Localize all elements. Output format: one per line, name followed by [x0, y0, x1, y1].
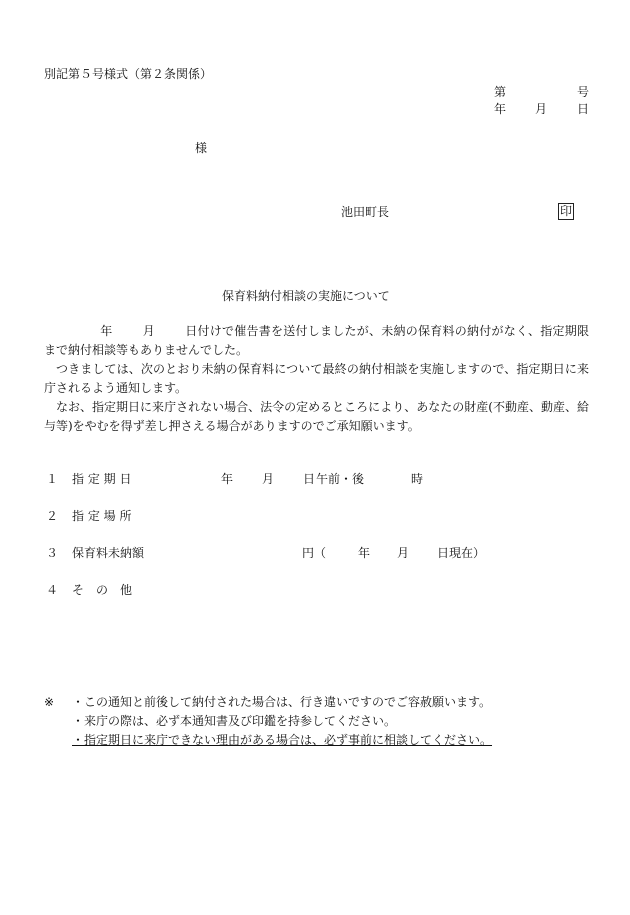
document-title: 保育料納付相談の実施について [222, 289, 390, 303]
item-4-number: ４ [46, 583, 59, 597]
item-3-year: 年 [358, 546, 371, 560]
item-3-label: 保育料未納額 [72, 546, 145, 560]
item-3-month: 月 [397, 546, 410, 560]
body-paragraph-1 [44, 322, 589, 360]
item-4-label: そ の 他 [72, 583, 133, 597]
seal-mark [558, 203, 574, 220]
notes-mark: ※ [44, 695, 55, 709]
note-line-2: ・来庁の際は、必ず本通知書及び印鑑を持参してください。 [72, 714, 397, 728]
item-1-label: 指 定 期 日 [72, 472, 132, 486]
form-label: 別記第５号様式（第２条関係） [44, 67, 213, 81]
item-1-year: 年 [221, 472, 234, 486]
p1-month: 月 [142, 324, 155, 338]
item-3-number: ３ [46, 546, 59, 560]
doc-number-prefix: 第 [494, 85, 507, 99]
note-line-1: ・この通知と前後して納付された場合は、行き違いですのでご容赦願います。 [72, 695, 492, 709]
recipient-suffix: 様 [195, 141, 208, 155]
item-1-number: １ [46, 472, 59, 486]
p1-text: 日付けで催告書を送付しましたが、未納の保育料の納付がなく、指定期限まで納付相談等もありませんでした。 [44, 324, 589, 357]
item-1-ampm: 午前・後 [316, 472, 365, 486]
date-day: 日 [577, 102, 590, 116]
item-2-label: 指 定 場 所 [72, 509, 132, 523]
item-3-asof: 日現在） [437, 546, 486, 560]
body-paragraph-3: なお、指定期日に来庁されない場合、法令の定めるところにより、あなたの財産(不動産、動産、給与等)をやむを得ず差し押さえる場合がありますのでご承知願います。 [44, 400, 589, 433]
p1-year: 年 [100, 324, 113, 338]
item-1-month: 月 [262, 472, 275, 486]
item-1-hour: 時 [411, 472, 424, 486]
doc-number-suffix: 号 [577, 85, 590, 99]
date-year: 年 [494, 102, 507, 116]
item-1-day: 日 [303, 472, 316, 486]
issuer: 池田町長 [341, 205, 390, 219]
date-month: 月 [535, 102, 548, 116]
body-paragraph-2: つきましては、次のとおり未納の保育料について最終の納付相談を実施しますので、指定期日に来庁されるよう通知します。 [44, 362, 589, 395]
item-3-yen: 円（ [302, 546, 327, 560]
item-2-number: ２ [46, 509, 59, 523]
seal-text: 印 [560, 204, 573, 218]
note-line-3: ・指定期日に来庁できない理由がある場合は、必ず事前に相談してください。 [72, 733, 493, 747]
